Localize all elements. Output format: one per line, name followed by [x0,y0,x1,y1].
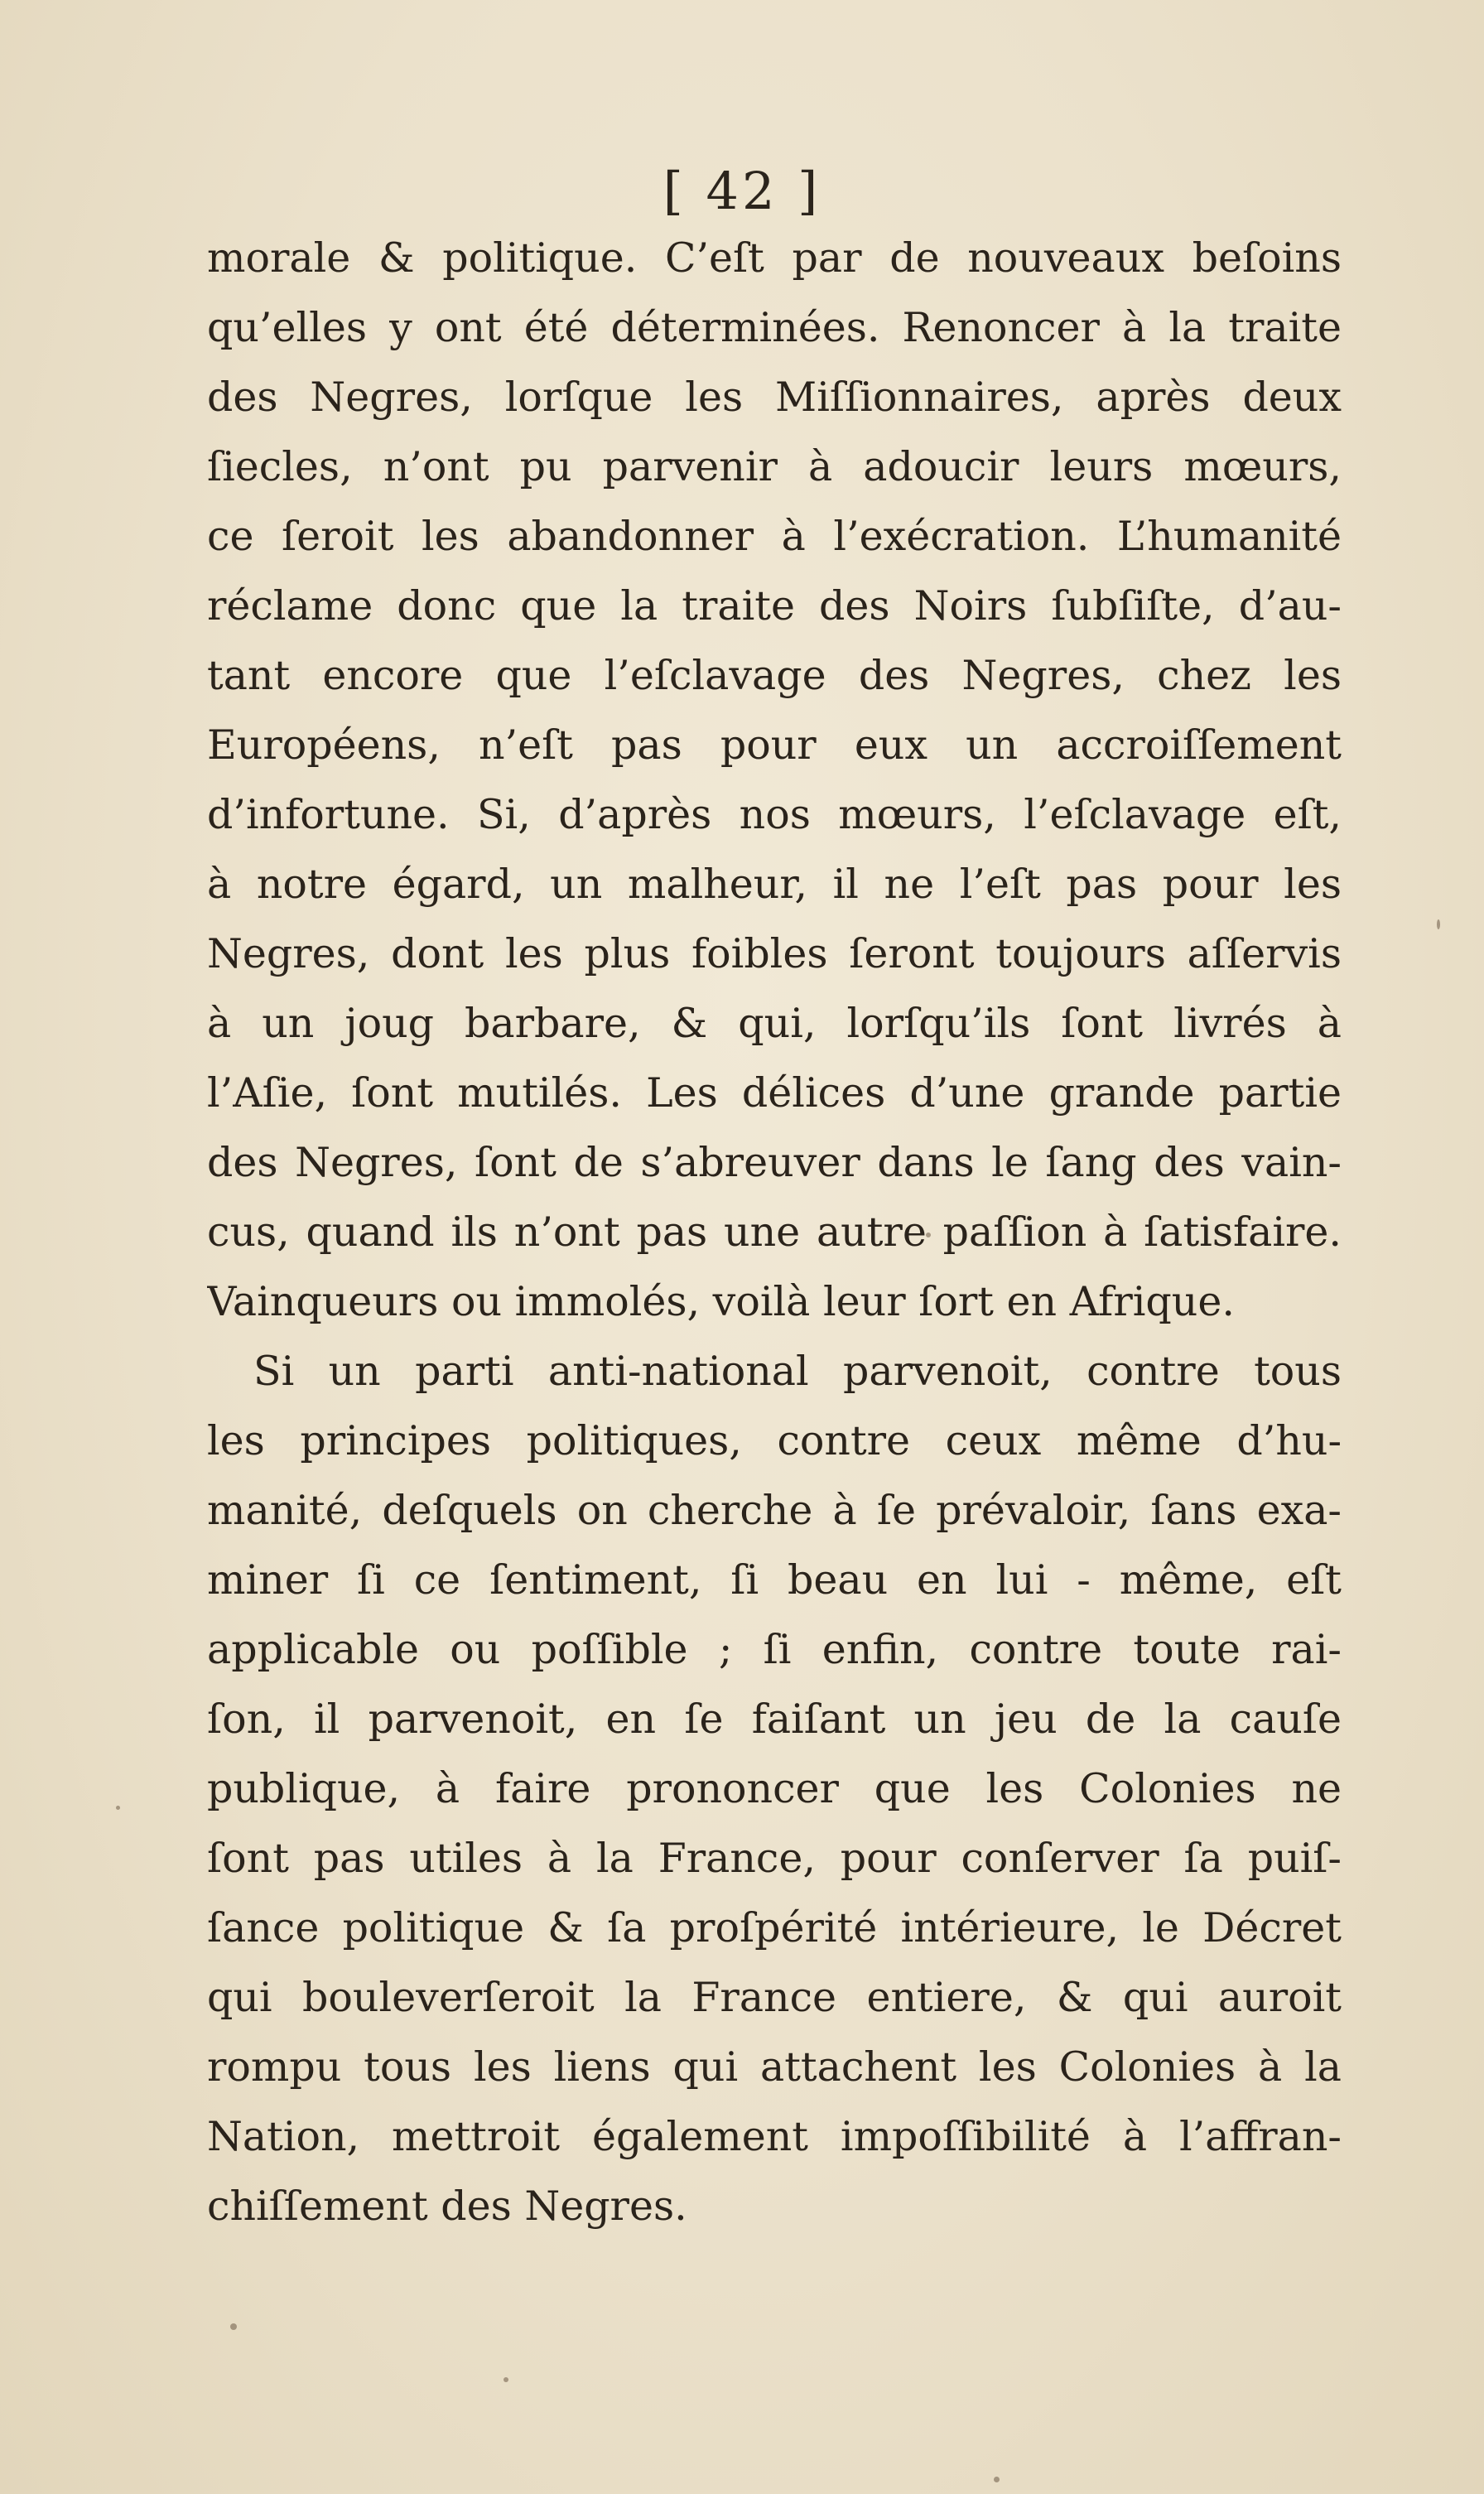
text-line: miner ſi ce ſentiment, ſi beau en lui - même, eſt [207,1556,1342,1604]
text-line: publique, à faire prononcer que les Colonies ne [207,1765,1342,1812]
body-text [207,224,1342,2241]
text-line: ſon, il parvenoit, en ſe faiſant un jeu de la cauſe [207,1696,1342,1743]
text-line: chiſſement des Negres. [207,2183,687,2230]
text-line: qu’elles y ont été déterminées. Renoncer à la traite [207,304,1342,351]
paper-speck [230,2323,237,2330]
text-line: cus, quand ils n’ont pas une autre paſſion à ſatisfaire. [207,1208,1342,1256]
text-line: ſiecles, n’ont pu parvenir à adoucir leurs mœurs, [207,443,1342,490]
text-line: rompu tous les liens qui attachent les Colonies à la [207,2043,1342,2091]
text-line: ſont pas utiles à la France, pour conſerver ſa puiſ- [207,1835,1342,1882]
text-line: qui bouleverſeroit la France entiere, & qui auroit [207,1974,1342,2021]
text-line: Européens, n’eſt pas pour eux un accroiſſement [207,721,1342,769]
paper-speck [994,2477,1000,2482]
text-line: Nation, mettroit également impoſſibilité à l’affran- [207,2113,1342,2160]
text-line: ſance politique & ſa proſpérité intérieure, le Décret [207,1904,1342,1951]
text-line: des Negres, ſont de s’abreuver dans le ſang des vain- [207,1139,1342,1186]
text-line: des Negres, lorſque les Miſſionnaires, après deux [207,374,1342,421]
paper-speck [1437,919,1440,929]
text-line: manité, deſquels on cherche à ſe prévaloir, ſans exa- [207,1487,1342,1534]
text-line: applicable ou poſſible ; ſi enfin, contre toute rai- [207,1626,1342,1673]
paper-speck [116,1806,120,1810]
text-line: l’Aſie, ſont mutilés. Les délices d’une grande partie [207,1069,1342,1117]
text-line: Negres, dont les plus foibles ſeront toujours aſſervis [207,930,1342,977]
page-number: [ 42 ] [662,161,822,221]
text-line: morale & politique. C’eſt par de nouveaux beſoins [207,234,1342,282]
text-line: ce ſeroit les abandonner à l’exécration. L’humanité [207,513,1342,560]
text-line: Vainqueurs ou immolés, voilà leur ſort en Afrique. [207,1278,1235,1325]
text-line: d’infortune. Si, d’après nos mœurs, l’eſclavage eſt, [207,791,1342,838]
text-line: à un joug barbare, & qui, lorſqu’ils ſont livrés à [207,1000,1342,1047]
text-line: Si un parti anti-national parvenoit, contre tous [253,1348,1342,1395]
paper-speck [504,2377,508,2382]
text-line: réclame donc que la traite des Noirs ſubſiſte, d’au- [207,582,1342,630]
text-line: tant encore que l’eſclavage des Negres, chez les [207,652,1342,699]
text-line: à notre égard, un malheur, il ne l’eſt pas pour les [207,861,1342,908]
text-line: les principes politiques, contre ceux même d’hu- [207,1417,1342,1464]
